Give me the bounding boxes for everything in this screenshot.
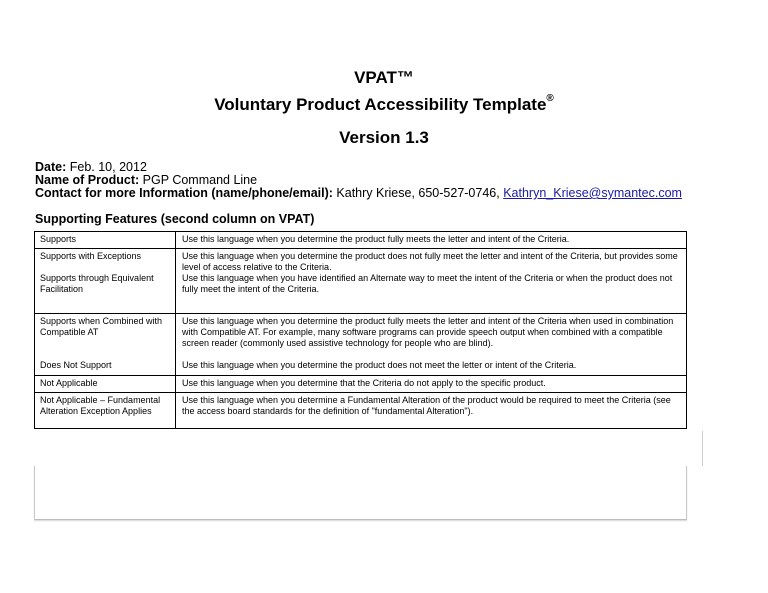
- feature-cell: Supports when Combined with Compatible AT: [40, 316, 163, 337]
- description-cell: Use this language when you have identified an Alternate way to meet the intent of the Criteria or when the product does not fully meet the intent of the Criteria.: [182, 273, 673, 294]
- contact-email-link[interactable]: Kathryn_Kriese@symantec.com: [503, 186, 682, 200]
- feature-cell: Supports: [40, 234, 77, 244]
- product-line: [35, 173, 257, 187]
- document-subtitle: [0, 95, 768, 115]
- contact-label: Contact for more Information (name/phone/email):: [35, 186, 333, 200]
- description-cell: Use this language when you determine the product fully meets the letter and intent of the Criteria when used in combination with Compatible AT. For example, many software programs can provide speech output when combined with a compatible screen reader (commonly used assistive technology for people who are blind).: [182, 316, 674, 348]
- row-divider: [35, 313, 686, 314]
- date-value: Feb. 10, 2012: [69, 160, 147, 174]
- contact-value: Kathry Kriese, 650-527-0746,: [336, 186, 500, 200]
- subtitle-text: Voluntary Product Accessibility Template: [214, 95, 547, 114]
- product-label: Name of Product:: [35, 173, 140, 187]
- row-divider: [35, 375, 686, 376]
- supporting-features-heading: Supporting Features (second column on VPAT): [35, 212, 315, 226]
- contact-line: [35, 186, 682, 200]
- date-line: [35, 160, 147, 174]
- document-title: VPAT™: [354, 68, 414, 87]
- description-cell: Use this language when you determine that the Criteria do not apply to the specific product.: [182, 378, 546, 388]
- date-label: Date:: [35, 160, 67, 174]
- row-divider: [35, 392, 686, 393]
- supporting-features-table: [34, 231, 687, 429]
- page-edge-line: [702, 431, 703, 466]
- empty-lower-panel: [34, 466, 687, 520]
- feature-cell: Not Applicable – Fundamental Alteration Exception Applies: [40, 395, 161, 416]
- description-cell: Use this language when you determine the product fully meets the letter and intent of the Criteria.: [182, 234, 570, 244]
- description-cell: Use this language when you determine the product does not meet the letter or intent of the Criteria.: [182, 360, 577, 370]
- feature-cell: Does Not Support: [40, 360, 112, 370]
- description-cell: Use this language when you determine the product does not fully meet the letter and intent of the Criteria, but provides some level of access relative to the Criteria.: [182, 251, 678, 272]
- description-cell: Use this language when you determine a Fundamental Alteration of the product would be required to meet the Criteria (see the access board standards for the definition of "fundamental Alteration").: [182, 395, 671, 416]
- document-version: Version 1.3: [339, 128, 429, 147]
- feature-cell: Supports with Exceptions: [40, 251, 142, 261]
- column-divider: [175, 232, 176, 428]
- product-value: PGP Command Line: [142, 173, 258, 187]
- row-divider: [35, 248, 686, 249]
- feature-cell: Supports through Equivalent Facilitation: [40, 273, 154, 294]
- feature-cell: Not Applicable: [40, 378, 98, 388]
- registered-mark: ®: [546, 93, 554, 105]
